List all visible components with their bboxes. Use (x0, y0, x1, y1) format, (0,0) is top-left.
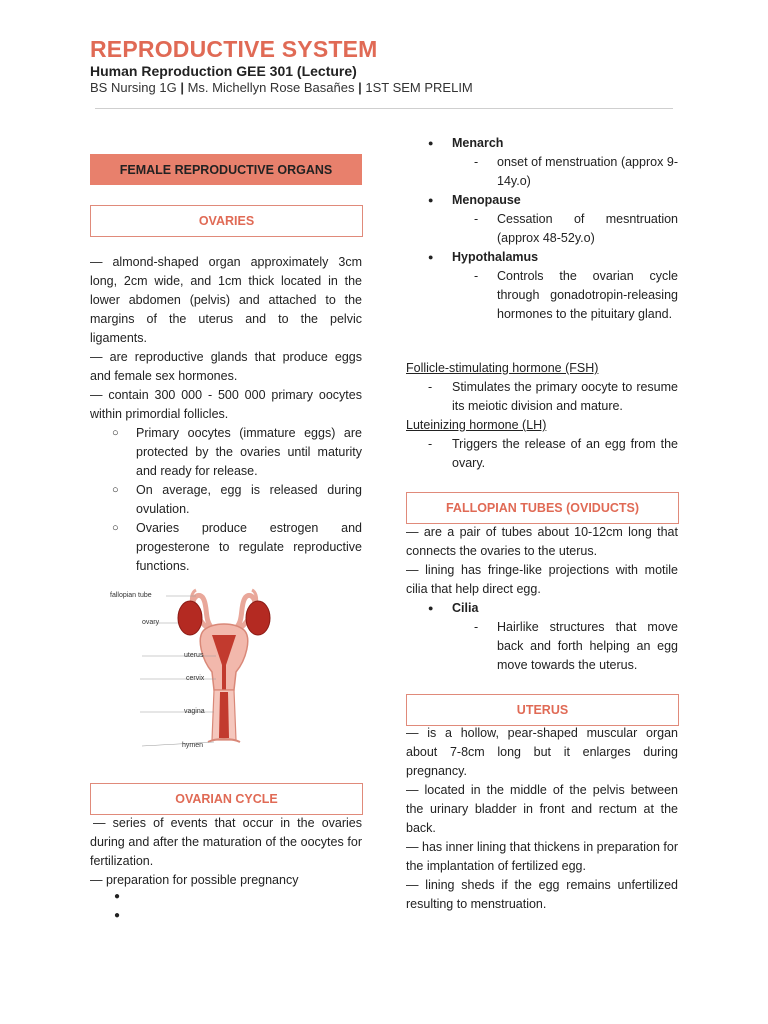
term-description: - Controls the ovarian cycle through gonadotropin-releasing hormones to the pituitary gland. (406, 267, 678, 324)
term-label: 1ST SEM PRELIM (365, 80, 473, 95)
hormone-fsh: Follicle-stimulating hormone (FSH) (406, 361, 599, 375)
ovaries-paragraph: — are reproductive glands that produce eggs and female sex hormones. (90, 350, 362, 383)
term-hypothalamus: ● Hypothalamus (406, 248, 678, 267)
ovarian-paragraph: — series of events that occur in the ovaries during and after the maturation of the oocytes for fertilization. (90, 816, 362, 868)
header-divider (95, 108, 673, 109)
empty-bullet: ● (114, 910, 121, 921)
heading-uterus: UTERUS (406, 694, 679, 726)
tubes-text (406, 523, 678, 675)
hormone-description: - Triggers the release of an egg from the ovary. (406, 435, 678, 473)
label-ovary: ovary (142, 619, 160, 626)
heading-ovarian-cycle: OVARIAN CYCLE (90, 783, 363, 815)
ovaries-paragraph: — almond-shaped organ approximately 3cm long, 2cm wide, and 1cm thick located in the lower abdomen (pelvis) and attached to the margins of the uterus and to the pelvic ligaments. (90, 255, 362, 345)
ovarian-paragraph: — preparation for possible pregnancy (90, 873, 299, 887)
reproductive-diagram (104, 580, 344, 760)
label-hymen: hymen (182, 742, 204, 749)
term-menopause: ● Menopause (406, 191, 678, 210)
uterus-text (406, 724, 678, 914)
ovaries-list (90, 424, 362, 576)
uterus-paragraph: — has inner lining that thickens in preparation for the implantation of fertilized egg. (406, 840, 678, 873)
tubes-paragraph: — are a pair of tubes about 10-12cm long that connects the ovaries to the uterus. (406, 525, 678, 558)
list-item: ○ On average, egg is released during ovulation. (90, 481, 362, 519)
separator: | (354, 80, 366, 95)
label-uterus: uterus (184, 652, 204, 659)
term-description: - Cessation of mesntruation (approx 48-52y.o) (406, 210, 678, 248)
empty-bullet: ● (114, 891, 121, 902)
term-description: - onset of menstruation (approx 9-14y.o) (406, 153, 678, 191)
uterus-paragraph: — located in the middle of the pelvis between the urinary bladder in front and rectum at the back. (406, 783, 678, 835)
hormone-description: - Stimulates the primary oocyte to resume its meiotic division and mature. (406, 378, 678, 416)
uterus-paragraph: — is a hollow, pear-shaped muscular organ about 7-8cm long but it enlarges during pregnancy. (406, 726, 678, 778)
instructor-name: Ms. Michellyn Rose Basañes (187, 80, 355, 95)
term-menarche: ● Menarch (406, 134, 678, 153)
term-cilia: ● Cilia (406, 599, 678, 618)
tubes-paragraph: — lining has fringe-like projections with motile cilia that help direct egg. (406, 563, 678, 596)
term-description: - Hairlike structures that move back and forth helping an egg move towards the uterus. (406, 618, 678, 675)
section-heading-female-organs: FEMALE REPRODUCTIVE ORGANS (90, 154, 362, 185)
list-item: ○ Ovaries produce estrogen and progesterone to regulate reproductive functions. (90, 519, 362, 576)
heading-fallopian-tubes: FALLOPIAN TUBES (OVIDUCTS) (406, 492, 679, 524)
hormone-terms (406, 134, 678, 324)
label-cervix: cervix (186, 675, 205, 682)
ovaries-text (90, 253, 362, 576)
course-subtitle: Human Reproduction GEE 301 (Lecture) (90, 63, 357, 79)
list-item: ○ Primary oocytes (immature eggs) are protected by the ovaries until maturity and ready for release. (90, 424, 362, 481)
heading-ovaries: OVARIES (90, 205, 363, 237)
uterus-illustration (104, 580, 344, 760)
course-info (90, 80, 473, 95)
ovaries-paragraph: — contain 300 000 - 500 000 primary oocytes within primordial follicles. (90, 388, 362, 421)
separator: | (176, 80, 188, 95)
uterus-paragraph: — lining sheds if the egg remains unfertilized resulting to menstruation. (406, 878, 678, 911)
page-title: REPRODUCTIVE SYSTEM (90, 36, 378, 62)
hormone-lh: Luteinizing hormone (LH) (406, 418, 547, 432)
hormone-definitions (406, 359, 678, 473)
course-name: BS Nursing 1G (90, 80, 177, 95)
label-fallopian-tube: fallopian tube (110, 592, 152, 599)
label-vagina: vagina (184, 708, 205, 715)
ovarian-text (90, 814, 362, 890)
